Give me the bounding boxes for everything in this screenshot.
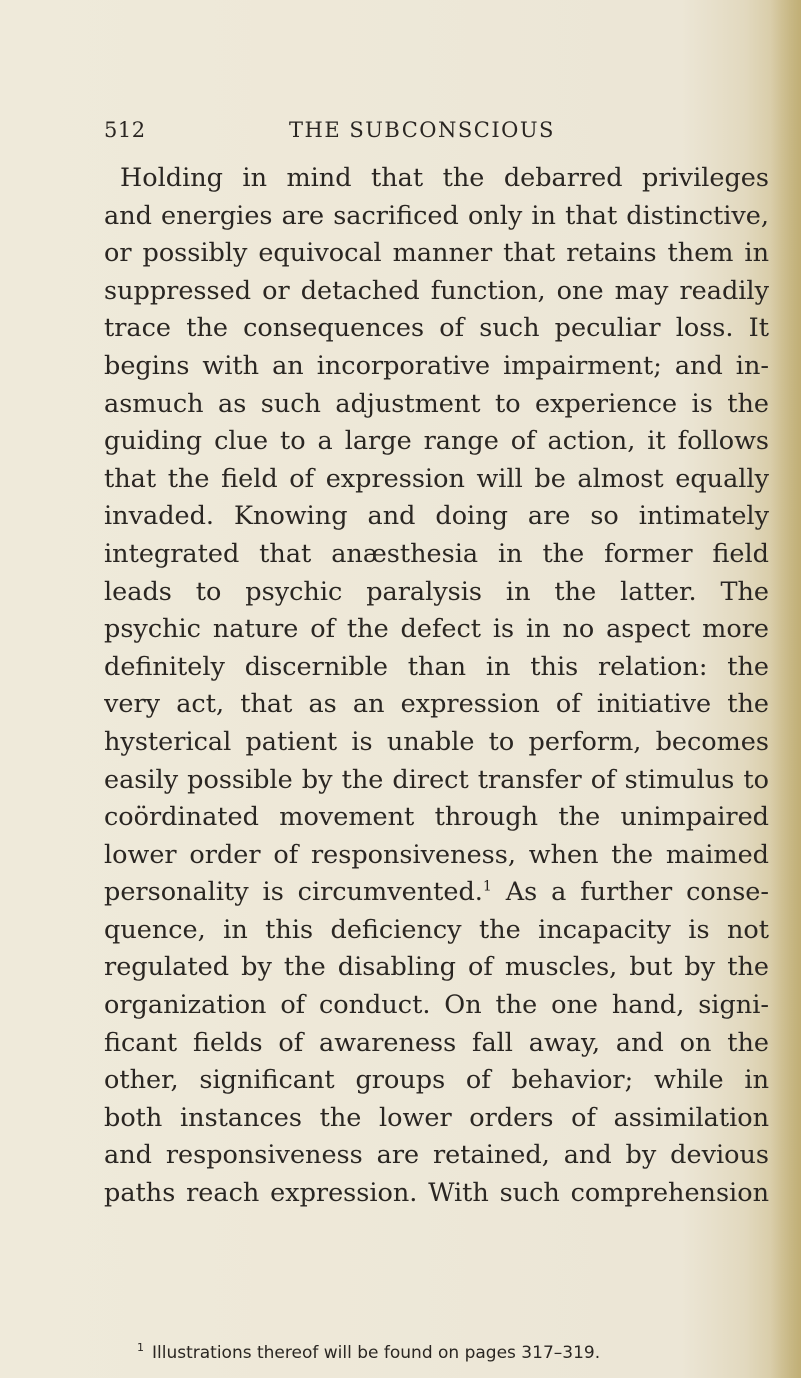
text-line: easily possible by the direct transfer of stimulus to — [104, 764, 769, 795]
page-edge-shadow — [771, 0, 801, 1378]
page-header — [104, 118, 684, 150]
text-line: Holding in mind that the debarred privileges — [120, 163, 769, 193]
text-line: psychic nature of the defect is in no aspect more — [104, 614, 769, 645]
text-line: leads to psychic paralysis in the latter. The — [104, 576, 769, 607]
body-paragraph — [104, 160, 769, 1213]
text-line: and energies are sacrificed only in that distinctive, — [104, 200, 769, 231]
text-line: regulated by the disabling of muscles, but by the — [104, 952, 769, 983]
footnote — [137, 1343, 697, 1363]
text-line-start: personality is circumvented. — [104, 877, 483, 908]
text-line: definitely discernible than in this relation: the — [104, 651, 769, 682]
text-line: asmuch as such adjustment to experience is the — [104, 388, 769, 419]
page-number: 512 — [104, 118, 146, 142]
text-line: invaded. Knowing and doing are so intimately — [104, 501, 769, 532]
text-line: begins with an incorporative impairment; and in- — [104, 350, 769, 381]
text-line: hysterical patient is unable to perform, becomes — [104, 726, 769, 757]
text-line: guiding clue to a large range of action, it follows — [104, 426, 769, 457]
footnote-marker: 1 — [137, 1341, 144, 1355]
footnote-reference: 1 — [482, 878, 492, 895]
text-line: other, significant groups of behavior; while in — [104, 1065, 769, 1096]
text-line: or possibly equivocal manner that retains them in — [104, 238, 769, 269]
text-line: very act, that as an expression of initiative the — [104, 689, 769, 720]
text-line: and responsiveness are retained, and by devious — [104, 1140, 769, 1171]
text-line: ficant fields of awareness fall away, and on the — [104, 1027, 769, 1058]
text-line: lower order of responsiveness, when the maimed — [104, 839, 769, 870]
text-line: suppressed or detached function, one may readily — [104, 275, 769, 306]
text-line: that the field of expression will be almost equally — [104, 463, 769, 494]
running-head: THE SUBCONSCIOUS — [289, 118, 555, 142]
text-line-end: As a further conse- — [491, 877, 769, 908]
text-line: coördinated movement through the unimpaired — [104, 802, 769, 833]
text-line-with-footnote-ref — [104, 874, 769, 912]
footnote-text: Illustrations thereof will be found on pages 317–319. — [152, 1343, 601, 1363]
text-line: quence, in this deficiency the incapacity is not — [104, 914, 769, 945]
text-line: both instances the lower orders of assimilation — [104, 1102, 769, 1133]
text-line: integrated that anæsthesia in the former field — [104, 538, 769, 569]
text-line: paths reach expression. With such comprehension — [104, 1178, 769, 1209]
text-line: trace the consequences of such peculiar loss. It — [104, 313, 769, 344]
text-line: organization of conduct. On the one hand, signi- — [104, 990, 769, 1021]
